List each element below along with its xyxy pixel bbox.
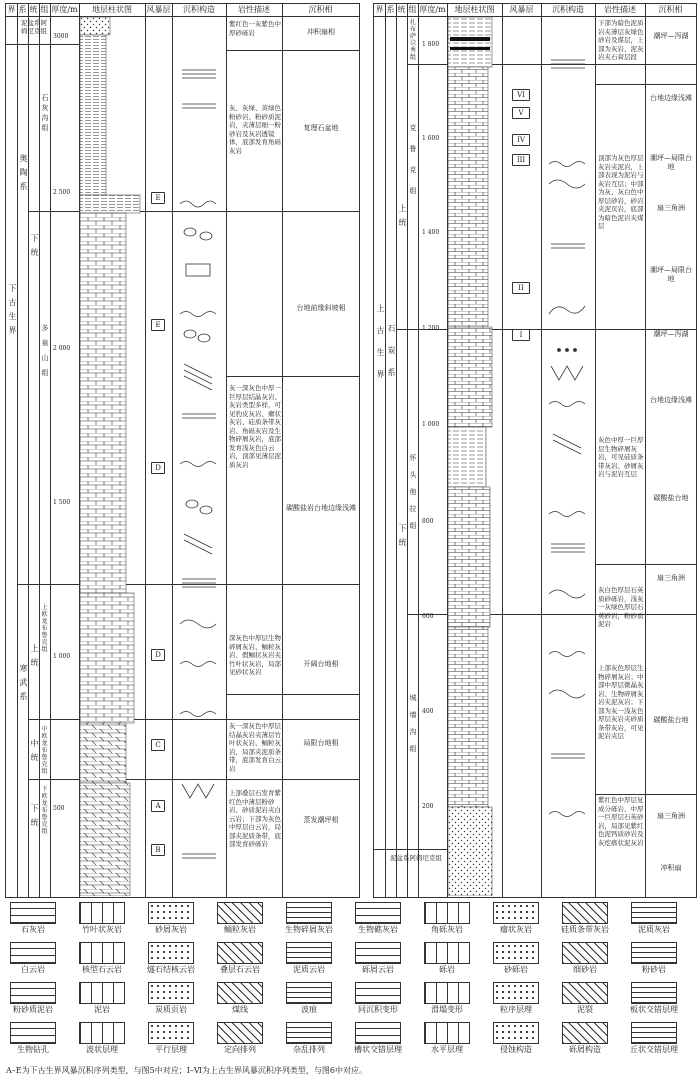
- era-label: 上古生界: [376, 304, 385, 392]
- boundary-line: [226, 50, 359, 51]
- legend-symbol: [562, 942, 608, 964]
- storm-layer-D: D: [151, 462, 165, 474]
- sedimentary-structures-right: [545, 54, 591, 884]
- legend-symbol: [493, 942, 539, 964]
- legend-symbol: [424, 1022, 470, 1044]
- boundary-line: [226, 376, 359, 377]
- legend-label: 砾屑构造: [569, 1045, 601, 1054]
- header-series: 统: [396, 4, 407, 17]
- legend-label: 平行层理: [155, 1045, 187, 1054]
- legend-symbol: [355, 982, 401, 1004]
- facies-label: 冲积扇相: [307, 28, 335, 36]
- lithology-desc: 紫红色中厚层复成分砾岩、中厚一巨厚层石英砂岩，局部见紫红色泥钙质砂岩及灰疙瘩状泥灰岩: [598, 796, 644, 847]
- lithology-desc: 灰一深灰色中厚一巨厚层结晶灰岩、灰岩类型多样，可见豹皮灰岩、瘤状灰岩、硅质条带灰岩、角砾灰岩及生物碎屑灰岩，底部发育浅灰色白云岩，顶部见薄层泥质灰岩: [229, 384, 281, 469]
- legend-label: 同沉积变形: [358, 1005, 398, 1014]
- divider: [645, 4, 646, 897]
- legend-symbol: [79, 1022, 125, 1044]
- header-formation: 组: [407, 4, 418, 17]
- legend-label: 粉砂质泥岩: [13, 1005, 53, 1014]
- boundary-line: [595, 84, 696, 85]
- legend-label: 生物碎屑灰岩: [285, 925, 333, 934]
- header-lithology: 岩性描述: [226, 4, 282, 17]
- legend-label: 侵蚀构造: [500, 1045, 532, 1054]
- facies-label: 扇三角洲: [657, 204, 685, 212]
- legend-symbol: [286, 982, 332, 1004]
- depth-tick: 500: [53, 805, 65, 812]
- legend-label: 叠层石云岩: [220, 965, 260, 974]
- legend-symbol: [493, 982, 539, 1004]
- legend-label: 燧石结核云岩: [147, 965, 195, 974]
- boundary-line: [6, 44, 79, 45]
- system-cambrian: 寒武系: [19, 664, 28, 706]
- header-system: 系: [17, 4, 28, 17]
- facies-label: 扇三角洲: [657, 574, 685, 582]
- header-column: 地层柱状图: [447, 4, 502, 17]
- legend-symbol: [493, 1022, 539, 1044]
- facies-label: 局限台地相: [303, 739, 339, 747]
- legend-label: 砂砾岩: [504, 965, 528, 974]
- header-facies: 沉积相: [282, 4, 359, 17]
- formation-huaitoutala: 怀头他拉组: [409, 454, 417, 539]
- header-formation: 组: [39, 4, 50, 17]
- legend-label: 瘤状灰岩: [500, 925, 532, 934]
- storm-layer-II: II: [512, 282, 530, 294]
- header-thickness: 厚度/m: [418, 4, 447, 17]
- era-label: 下古生界: [8, 284, 17, 340]
- formation-shihuigou: 石灰沟组: [41, 94, 49, 134]
- formation-zhabusagaxiu: 扎布萨尕秀组: [409, 19, 416, 61]
- legend-symbol: [148, 942, 194, 964]
- depth-tick: 1 500: [53, 499, 71, 506]
- divider: [17, 4, 18, 897]
- legend-label: 砂屑灰岩: [155, 925, 187, 934]
- legend-label: 煤线: [232, 1005, 248, 1014]
- boundary-line: [374, 849, 447, 850]
- top-formation-label: 泥盆系阿姆尼克组: [21, 19, 47, 35]
- legend-label: 角砾灰岩: [431, 925, 463, 934]
- facies-label: 复理石盆地: [303, 124, 339, 132]
- legend-label: 核型石云岩: [82, 965, 122, 974]
- divider: [595, 4, 596, 897]
- legend-symbol: [562, 982, 608, 1004]
- header-facies: 沉积相: [645, 4, 696, 17]
- depth-tick: 600: [422, 613, 434, 620]
- legend-symbol: [79, 942, 125, 964]
- lithology-desc: 上部灰色厚层生物碎屑灰岩；中部中厚层微晶灰岩、生物碎屑灰岩夹泥灰岩；下部为灰一浅灰色厚层灰岩夹砂质条带灰岩，可见泥岩夹层: [598, 664, 644, 740]
- legend-label: 砾岩: [439, 965, 455, 974]
- legend: [0, 902, 700, 1062]
- legend-label: 杂乱排列: [293, 1045, 325, 1054]
- depth-tick: 1 600: [422, 135, 440, 142]
- depth-tick: 1 800: [422, 41, 440, 48]
- storm-layer-C: C: [151, 739, 165, 751]
- facies-label: 潮坪—局限台地: [650, 266, 692, 283]
- facies-label: 潮坪—泻湖: [653, 330, 689, 338]
- legend-symbol: [148, 902, 194, 924]
- legend-symbol: [79, 982, 125, 1004]
- series-middle-cambrian: 中统: [30, 739, 39, 767]
- legend-label: 竹叶状灰岩: [82, 925, 122, 934]
- facies-label: 碳酸盐台地: [653, 716, 689, 724]
- right-stratigraphic-table: [373, 3, 697, 898]
- facies-label: 台地边缘浅滩: [650, 94, 692, 102]
- legend-symbol: [631, 982, 677, 1004]
- facies-label: 蒸发潮坪相: [303, 816, 339, 824]
- legend-symbol: [148, 982, 194, 1004]
- formation-chengqianggou: 城墙沟组: [409, 694, 417, 762]
- header-structures: 沉积构造: [541, 4, 595, 17]
- header-series: 统: [28, 4, 39, 17]
- storm-layer-A: A: [151, 800, 165, 812]
- legend-label: 滑塌变形: [431, 1005, 463, 1014]
- facies-label: 台地前缘斜坡相: [296, 304, 346, 312]
- boundary-line: [595, 794, 696, 795]
- divider: [385, 4, 386, 897]
- divider: [145, 4, 146, 897]
- formation-middle-olongbuluke: 中欧龙布鲁克组: [41, 726, 48, 775]
- legend-symbol: [217, 942, 263, 964]
- legend-label: 泥岩: [94, 1005, 110, 1014]
- header-storm: 风暴层: [502, 4, 541, 17]
- header-lithology: 岩性描述: [595, 4, 645, 17]
- facies-label: 台地边缘浅滩: [650, 396, 692, 404]
- legend-label: 鲕粒灰岩: [224, 925, 256, 934]
- legend-symbol: [355, 902, 401, 924]
- header-thickness: 厚度/m: [50, 4, 79, 17]
- depth-tick: 1 200: [422, 325, 440, 332]
- legend-symbol: [355, 942, 401, 964]
- legend-symbol: [562, 1022, 608, 1044]
- sedimentary-structures-left: [176, 64, 222, 884]
- legend-symbol: [493, 902, 539, 924]
- legend-symbol: [562, 902, 608, 924]
- facies-label: 潮坪—局限台地: [650, 154, 692, 171]
- legend-label: 石灰岩: [21, 925, 45, 934]
- lithology-desc: 灰一深灰色中厚层结晶灰岩夹薄层竹叶状灰岩、鲕粒灰岩，局部夹泥质条带，底部发育白云岩: [229, 722, 281, 773]
- divider: [418, 4, 419, 897]
- legend-label: 水平层理: [431, 1045, 463, 1054]
- storm-layer-IV: IV: [512, 134, 530, 146]
- legend-label: 定向排列: [224, 1045, 256, 1054]
- legend-label: 板状交错层理: [630, 1005, 678, 1014]
- legend-label: 细砂岩: [573, 965, 597, 974]
- formation-upper-olongbuluke: 上欧龙布鲁克组: [41, 604, 48, 653]
- left-stratigraphic-table: [5, 3, 360, 898]
- legend-label: 泥裂: [577, 1005, 593, 1014]
- legend-symbol: [217, 982, 263, 1004]
- figure-caption: A–E为下古生界风暴沉积序列类型，与图5中对应；Ⅰ–Ⅵ为上古生界风暴沉积序列类型，与图6中对应。: [6, 1066, 367, 1075]
- header-era: 界: [6, 4, 17, 17]
- legend-symbol: [148, 1022, 194, 1044]
- divider: [226, 4, 227, 897]
- system-ordovician: 奥陶系: [19, 154, 28, 196]
- legend-symbol: [631, 902, 677, 924]
- legend-symbol: [286, 902, 332, 924]
- storm-layer-VI: VI: [512, 89, 530, 101]
- divider: [282, 4, 283, 897]
- boundary-line: [226, 694, 359, 695]
- depth-tick: 2 000: [53, 345, 71, 352]
- lithology-column-left: [80, 17, 144, 896]
- legend-symbol: [217, 1022, 263, 1044]
- legend-symbol: [631, 1022, 677, 1044]
- system-carboniferous: 石炭系: [387, 324, 396, 390]
- legend-symbol: [10, 982, 56, 1004]
- series-upper-cambrian: 上统: [30, 644, 39, 672]
- facies-label: 冲积扇: [660, 864, 682, 872]
- series-upper: 上统: [398, 204, 407, 232]
- legend-symbol: [10, 902, 56, 924]
- lithology-desc: 灰、灰绿、黄绿色粉砂岩、粉砂质泥岩，夹薄层细一粉砂岩及灰岩透镜体，底部发育角砾灰岩: [229, 104, 281, 155]
- legend-symbol: [355, 1022, 401, 1044]
- storm-layer-D: D: [151, 649, 165, 661]
- legend-label: 粉砂岩: [642, 965, 666, 974]
- legend-symbol: [286, 942, 332, 964]
- facies-label: 碳酸盐台地: [653, 494, 689, 502]
- series-lower: 下统: [398, 524, 407, 552]
- legend-label: 生物钻孔: [17, 1045, 49, 1054]
- lithology-desc: 顶部为灰色厚层灰岩夹泥岩，上部表现为泥岩与灰岩互层；中部为灰、灰白色中厚层砂岩，砂岩夹泥页岩，底部为暗色泥岩夹煤层: [598, 154, 644, 230]
- legend-label: 泥质灰岩: [638, 925, 670, 934]
- legend-label: 白云岩: [21, 965, 45, 974]
- storm-layer-B: B: [151, 844, 165, 856]
- storm-layer-E: E: [151, 319, 165, 331]
- depth-tick: 200: [422, 803, 434, 810]
- series-lower-cambrian: 下统: [30, 804, 39, 832]
- depth-tick: 1 400: [422, 229, 440, 236]
- legend-symbol: [424, 982, 470, 1004]
- legend-label: 波状层理: [86, 1045, 118, 1054]
- header-structures: 沉积构造: [172, 4, 226, 17]
- storm-layer-III: III: [512, 154, 530, 166]
- depth-tick: 1 000: [53, 653, 71, 660]
- legend-symbol: [631, 942, 677, 964]
- legend-symbol: [424, 902, 470, 924]
- facies-label: 扇三角洲: [657, 812, 685, 820]
- legend-symbol: [217, 902, 263, 924]
- header-era: 界: [374, 4, 385, 17]
- formation-lower-olongbuluke: 下欧龙布鲁克组: [41, 786, 48, 835]
- facies-label: 开阔台地相: [303, 660, 339, 668]
- legend-symbol: [424, 942, 470, 964]
- legend-label: 生物礁灰岩: [358, 925, 398, 934]
- legend-symbol: [79, 902, 125, 924]
- depth-tick: 2 500: [53, 189, 71, 196]
- legend-label: 炭质页岩: [155, 1005, 187, 1014]
- divider: [396, 4, 397, 897]
- legend-label: 丘状交错层理: [630, 1045, 678, 1054]
- series-lower-ordovician: 下统: [30, 234, 39, 262]
- storm-layer-V: V: [512, 107, 530, 119]
- depth-tick: 3000: [53, 33, 69, 40]
- legend-label: 波痕: [301, 1005, 317, 1014]
- storm-layer-E: E: [151, 192, 165, 204]
- storm-layer-I: I: [512, 329, 530, 341]
- divider: [541, 4, 542, 897]
- divider: [502, 4, 503, 897]
- depth-tick: 800: [422, 518, 434, 525]
- legend-label: 硅质条带灰岩: [561, 925, 609, 934]
- lithology-desc: 下部为暗色泥质岩夹薄层灰绿色砂岩及煤层，上部为灰岩、泥灰岩夹石膏层段: [598, 19, 644, 61]
- legend-label: 泥质云岩: [293, 965, 325, 974]
- depth-tick: 400: [422, 708, 434, 715]
- facies-label: 潮坪—泻湖: [653, 32, 689, 40]
- boundary-line: [595, 564, 696, 565]
- legend-symbol: [10, 942, 56, 964]
- divider: [50, 4, 51, 897]
- header-system: 系: [385, 4, 396, 17]
- legend-symbol: [10, 1022, 56, 1044]
- lithology-desc: 灰白色厚层石英质砂砾岩，浅灰一灰绿色厚层石英砂岩，粉砂质泥岩: [598, 586, 644, 628]
- lithology-desc: 紫红色一灰紫色中厚砂砾岩: [229, 20, 281, 37]
- header-storm: 风暴层: [145, 4, 172, 17]
- formation-duoquanshan: 多泉山组: [41, 324, 49, 384]
- lithology-desc: 深灰色中厚层生物碎屑灰岩、鲕粒灰岩、假鲕状灰岩夹竹叶状灰岩，局部见砂状灰岩: [229, 634, 281, 676]
- lithology-desc: 灰色中厚一巨厚层生物碎屑灰岩，可见硅质条带灰岩、砂屑灰岩与泥岩互层: [598, 436, 644, 478]
- bottom-formation-label: 泥盆系阿姆尼克组: [390, 854, 442, 862]
- legend-label: 砾屑云岩: [362, 965, 394, 974]
- lithology-column-right: [448, 17, 501, 896]
- divider: [172, 4, 173, 897]
- legend-label: 槽状交错层理: [354, 1045, 402, 1054]
- depth-tick: 1 000: [422, 421, 440, 428]
- header-column: 地层柱状图: [79, 4, 145, 17]
- legend-symbol: [286, 1022, 332, 1044]
- formation-keluke: 克鲁克组: [409, 124, 417, 208]
- legend-label: 粒序层理: [500, 1005, 532, 1014]
- facies-label: 碳酸盐岩台地边缘浅滩: [286, 504, 356, 512]
- lithology-desc: 上部叠层石发育紫红色中薄层粉砂岩、砂质泥岩夹白云岩；下部为灰色中厚层白云岩，局部夹泥质条带，底部发育砂砾岩: [229, 789, 281, 848]
